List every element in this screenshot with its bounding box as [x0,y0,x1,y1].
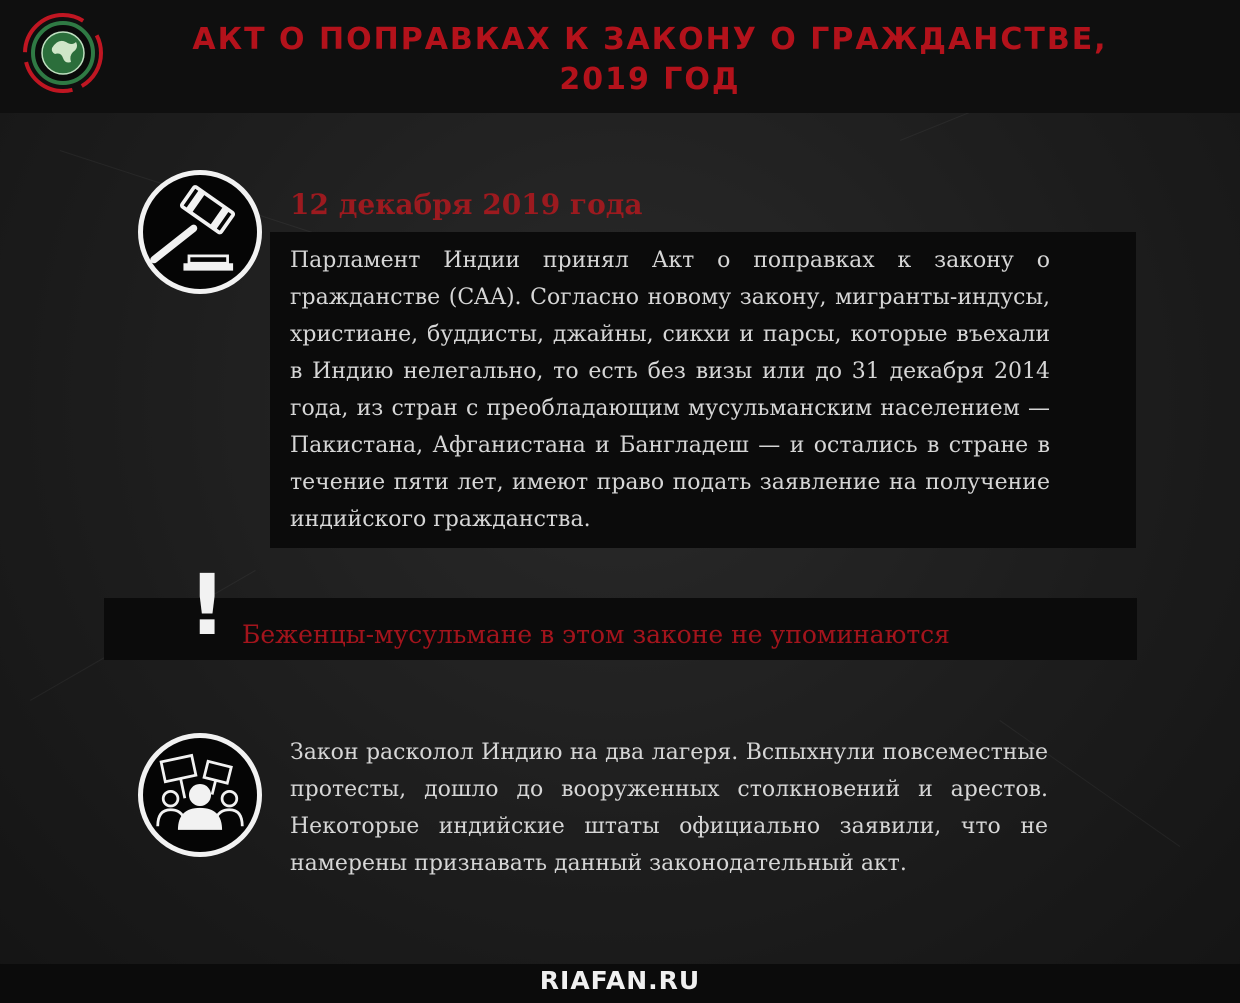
section1-text: Парламент Индии принял Акт о поправках к закону о гражданстве (CAA). Согласно новому закону, мигранты-индусы, христиане, буддисты, джайны, сикхи и парсы, которые въехали в Индию нелегально, то есть без визы или до 31 декабря 2014 года, из стран с преобладающим мусульманским населением — Пакистана, Афганистана и Бангладеш — и остались в стране в течение пяти лет, имеют право подать заявление на получение индийского гражданства. [290,248,1050,532]
exclamation-icon: ! [188,556,227,654]
section2-text: Закон расколол Индию на два лагеря. Вспыхнули повсеместные протесты, дошло до вооруженных столкновений и арестов. Некоторые индийские штаты официально заявили, что не намерены признавать данный законодательный акт. [290,740,1048,876]
title-line-2: 2019 ГОД [559,62,741,97]
page-title [120,20,1180,100]
globe-logo-icon [22,12,104,94]
event-date: 12 декабря 2019 года [290,188,643,221]
protest-crowd-icon [138,733,262,857]
source-label: RIAFAN.RU [539,966,701,995]
gavel-icon [138,170,262,294]
warning-text: Беженцы-мусульмане в этом законе не упоминаются [242,620,950,649]
title-line-1: АКТ О ПОПРАВКАХ К ЗАКОНУ О ГРАЖДАНСТВЕ, [192,22,1108,57]
